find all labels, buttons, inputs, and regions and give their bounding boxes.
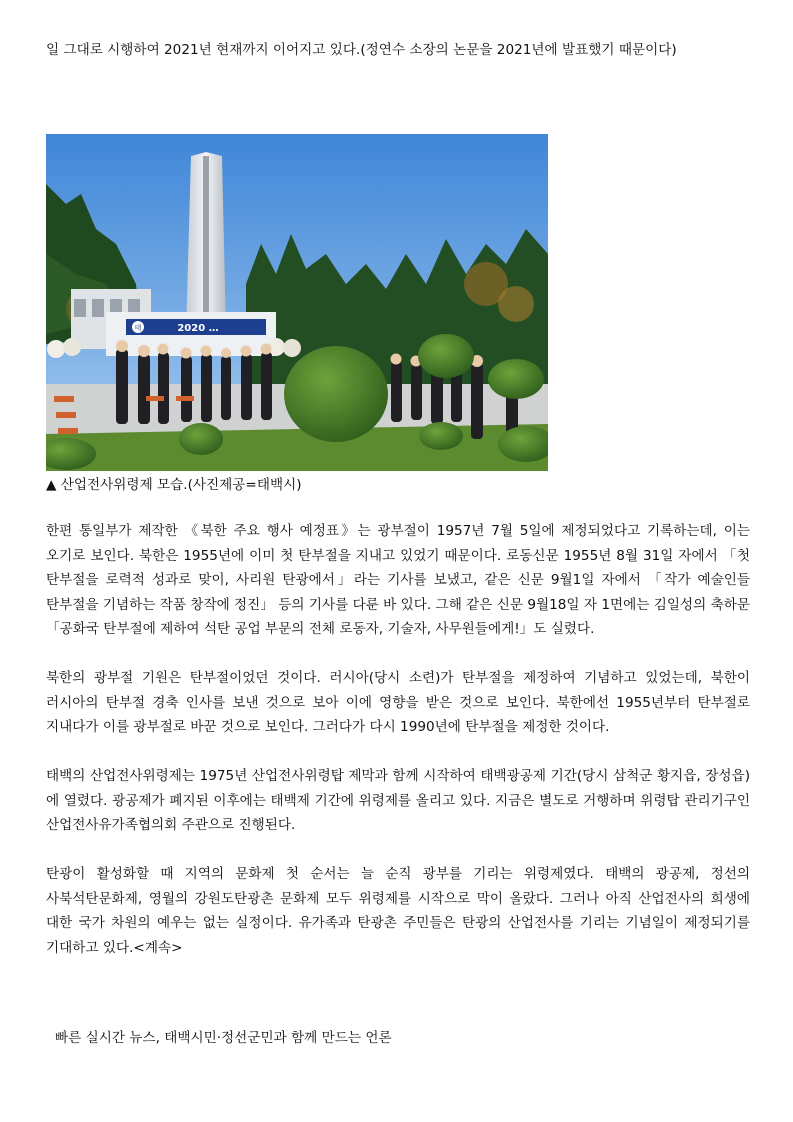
body-paragraph-2: 북한의 광부절 기원은 탄부절이었던 것이다. 러시아(당시 소련)가 탄부절을 제정하여 기념하고 있었는데, 북한이 러시아의 탄부절 경축 인사를 보낸 것으로 보아 이에 영향을 받은 것으로 보인다. 북한에선 1955년부터 탄부절로 지내다가 이를 광부절로 바꾼 것으로 보인다. 그러다가 다시 1990년에 탄부절을 제정한 것이다. [46,670,750,735]
intro-paragraph: 일 그대로 시행하여 2021년 현재까지 이어지고 있다.(정연수 소장의 논문을 2021년에 발표했기 때문이다) [46,42,677,58]
article-body [46,519,750,960]
body-paragraph-4: 탄광이 활성화할 때 지역의 문화제 첫 순서는 늘 순직 광부를 기리는 위령제였다. 태백의 광공제, 정선의 사북석탄문화제, 영월의 강원도탄광촌 문화제 모두 위령제를 시작으로 막이 올랐다. 그러나 아직 산업전사의 희생에 대한 국가 차원의 예우는 없는 실정이다. 유가족과 탄광촌 주민들은 탄광의 산업전사를 기리는 기념일이 제정되기를 기대하고 있다.<계속> [46,866,750,956]
body-paragraph-1: 한편 통일부가 제작한 《북한 주요 행사 예정표》는 광부절이 1957년 7월 5일에 제정되었다고 기록하는데, 이는 오기로 보인다. 북한은 1955년에 이미 첫 탄부절을 지내고 있었기 때문이다. 로동신문 1955년 8월 31일 자에서 「첫 탄부절을 로력적 성과로 맞이, 사리원 탄광에서」라는 기사를 보냈고, 같은 신문 9월1일 자에서 「작가 예술인들 탄부절을 기념하는 작품 창작에 정진」 등의 기사를 다룬 바 있다. 그해 같은 신문 9월18일 자 1면에는 김일성의 축하문 「공화국 탄부절에 제하여 석탄 공업 부문의 전체 로동자, 기술자, 사무원들에게!」도 실렸다. [46,523,750,637]
body-paragraph-3: 태백의 산업전사위령제는 1975년 산업전사위령탑 제막과 함께 시작하여 태백광공제 기간(당시 삼척군 황지읍, 장성읍)에 열렸다. 광공제가 폐지된 이후에는 태백제 기간에 위령제를 올리고 있다. 지금은 별도로 거행하며 위령탑 관리기구인 산업전사유가족협의회 주관으로 진행된다. [46,768,750,833]
photo-caption: ▲ 산업전사위령제 모습.(사진제공=태백시) [46,477,302,493]
memorial-ceremony-photo [46,134,548,471]
footer-slogan: 빠른 실시간 뉴스, 태백시민·정선군민과 함께 만드는 언론 [55,1030,392,1046]
sign-emblem: 태 [134,324,142,332]
sign-text: 2020 … [177,323,219,334]
